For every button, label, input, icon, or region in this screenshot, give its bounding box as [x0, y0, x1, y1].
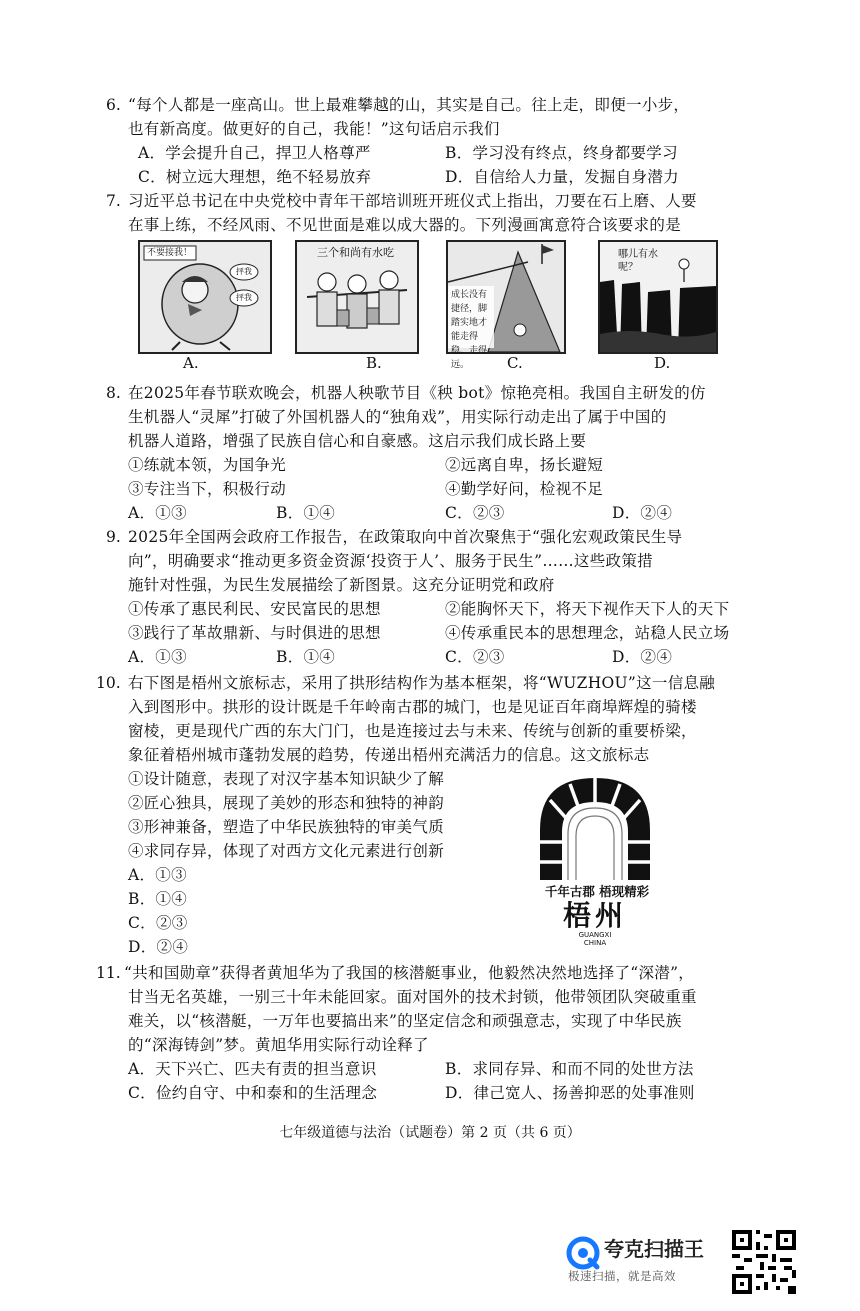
q11-stem-line4: 的“深海铸剑”梦。黄旭华用实际行动诠释了 — [128, 1036, 429, 1054]
cartoon-a-label: A. — [183, 354, 199, 372]
q11-stem-line2: 甘当无名英雄，一别三十年未能回家。面对国外的技术封锁，他带领团队突破重重 — [128, 988, 697, 1006]
cartoon-a-bubble-2: 抨我 — [236, 293, 252, 302]
cartoon-d-label: D. — [654, 354, 671, 372]
q7-stem-line1: 习近平总书记在中央党校中青年干部培训班开班仪式上指出，刀要在石上磨、人要 — [128, 192, 697, 210]
q10-option-a: A．①③ — [128, 866, 187, 884]
cartoon-c-caption: 成长没有捷径，脚踏实地才能走得稳、走得远。 — [451, 290, 488, 370]
brand-name: 夸克扫描王 — [604, 1237, 704, 1261]
q9-number: 9. — [106, 528, 121, 546]
qr-code[interactable] — [732, 1230, 796, 1294]
q11-option-c: C．俭约自守、中和泰和的生活理念 — [128, 1084, 378, 1102]
q9-option-a: A．①③ — [128, 648, 187, 666]
q9-option-d: D．②④ — [612, 648, 673, 666]
cartoon-d-caption: 哪儿有水呢？ — [618, 249, 658, 273]
q10-statement-4: ④求同存异，体现了对西方文化元素进行创新 — [128, 842, 445, 860]
q8-option-a: A．①③ — [128, 504, 187, 522]
q10-statement-2: ②匠心独具，展现了美妙的形态和独特的神韵 — [128, 794, 445, 812]
q9-statement-3: ③践行了革故鼎新、与时俱进的思想 — [128, 624, 381, 642]
q9-statement-2: ②能胸怀天下，将天下视作天下人的天下 — [445, 600, 730, 618]
q11-option-b: B．求同存异、和而不同的处世方法 — [445, 1060, 694, 1078]
cartoon-a-caption: 不要接我！ — [147, 248, 193, 258]
q10-stem-line4: 象征着梧州城市蓬勃发展的趋势，传递出梧州充满活力的信息。这文旅标志 — [128, 746, 650, 764]
q8-statement-3: ③专注当下，积极行动 — [128, 480, 287, 498]
q6-stem-line2: 也有新高度。做更好的自己，我能！”这句话启示我们 — [128, 120, 500, 138]
q7-number: 7. — [106, 192, 121, 210]
q8-statement-1: ①练就本领，为国争光 — [128, 456, 287, 474]
q10-statement-3: ③形神兼备，塑造了中华民族独特的审美气质 — [128, 818, 445, 836]
quark-logo-icon — [566, 1236, 600, 1270]
cartoon-c-label: C. — [507, 354, 523, 372]
q6-option-a: A．学会提升自己，捍卫人格尊严 — [138, 144, 371, 162]
page-footer: 七年级道德与法治（试题卷）第 2 页（共 6 页） — [279, 1125, 581, 1141]
cartoon-a — [138, 240, 272, 354]
arch-emblem-icon — [520, 770, 670, 882]
cartoon-d — [598, 240, 718, 354]
q9-statement-1: ①传承了惠民利民、安民富民的思想 — [128, 600, 381, 618]
logo-sub-china: CHINA — [583, 939, 607, 947]
cartoon-b-caption: 三个和尚有水吃 — [317, 246, 394, 259]
q6-number: 6. — [106, 96, 121, 114]
q6-option-d: D．自信给人力量，发掘自身潜力 — [445, 168, 679, 186]
q10-statement-1: ①设计随意，表现了对汉字基本知识缺少了解 — [128, 770, 445, 788]
cartoon-b-label: B. — [366, 354, 382, 372]
logo-slogan: 千年古郡 梧现精彩 — [544, 884, 650, 899]
logo-city-name: 梧州 — [562, 899, 627, 932]
q8-stem-line1: 在2025年春节联欢晚会，机器人秧歌节目《秧 bot》惊艳亮相。我国自主研发的仿 — [128, 384, 706, 402]
q10-stem-line3: 窗棱，更是现代广西的东大门门，也是连接过去与未来、传统与创新的重要桥梁， — [128, 722, 697, 740]
q11-option-a: A．天下兴亡、匹夫有责的担当意识 — [128, 1060, 377, 1078]
q10-option-b: B．①④ — [128, 890, 188, 908]
q6-option-c: C．树立远大理想，绝不轻易放弃 — [138, 168, 372, 186]
q9-stem-line1: 2025年全国两会政府工作报告，在政策取向中首次聚焦于“强化宏观政策民生导 — [128, 528, 683, 546]
logo-sub-guangxi: GUANGXI — [578, 931, 612, 939]
qr-code-icon — [732, 1230, 796, 1294]
q10-option-d: D．②④ — [128, 938, 189, 956]
q10-stem-line2: 入到图形中。拱形的设计既是千年岭南古郡的城门，也是见证百年商埠辉煌的骑楼 — [128, 698, 697, 716]
q8-number: 8. — [106, 384, 121, 402]
q9-option-b: B．①④ — [276, 648, 336, 666]
scanner-brand — [566, 1230, 726, 1290]
q8-option-d: D．②④ — [612, 504, 673, 522]
wuzhou-tourism-logo — [520, 770, 670, 950]
q9-option-c: C．②③ — [445, 648, 505, 666]
q8-option-b: B．①④ — [276, 504, 336, 522]
q6-stem-line1: “每个人都是一座高山。世上最难攀越的山，其实是自己。往上走，即便一小步， — [128, 96, 690, 114]
q9-stem-line3: 施针对性强，为民生发展描绘了新图景。这充分证明党和政府 — [128, 576, 555, 594]
cartoon-a-bubble-1: 抨我 — [236, 267, 252, 276]
q10-number: 10. — [96, 674, 121, 692]
q9-statement-4: ④传承重民本的思想理念，站稳人民立场 — [445, 624, 730, 642]
q10-stem-line1: 右下图是梧州文旅标志，采用了拱形结构作为基本框架，将“WUZHOU”这一信息融 — [128, 674, 716, 692]
q7-stem-line2: 在事上练，不经风雨、不见世面是难以成大器的。下列漫画寓意符合该要求的是 — [128, 216, 682, 234]
q8-option-c: C．②③ — [445, 504, 505, 522]
q8-stem-line3: 机器人道路，增强了民族自信心和自豪感。这启示我们成长路上要 — [128, 432, 587, 450]
cartoon-c — [446, 240, 566, 370]
q11-number: 11. — [96, 964, 121, 982]
q11-stem-line1: “共和国勋章”获得者黄旭华为了我国的核潜艇事业，他毅然决然地选择了“深潜”， — [124, 964, 695, 982]
q6-option-b: B．学习没有终点，终身都要学习 — [445, 144, 678, 162]
q10-option-c: C．②③ — [128, 914, 188, 932]
q8-stem-line2: 生机器人“灵犀”打破了外国机器人的“独角戏”，用实际行动走出了属于中国的 — [128, 408, 667, 426]
q8-statement-4: ④勤学好问，检视不足 — [445, 480, 604, 498]
q11-stem-line3: 难关，以“核潜艇，一万年也要搞出来”的坚定信念和顽强意志，实现了中华民族 — [128, 1012, 682, 1030]
q9-stem-line2: 向”，明确要求“推动更多资金资源‘投资于人’、服务于民生”……这些政策措 — [128, 552, 653, 570]
q8-statement-2: ②远离自卑，扬长避短 — [445, 456, 604, 474]
brand-slogan: 极速扫描，就是高效 — [568, 1269, 676, 1283]
q11-option-d: D．律己宽人、扬善抑恶的处事准则 — [445, 1084, 695, 1102]
cartoon-b — [295, 240, 419, 354]
